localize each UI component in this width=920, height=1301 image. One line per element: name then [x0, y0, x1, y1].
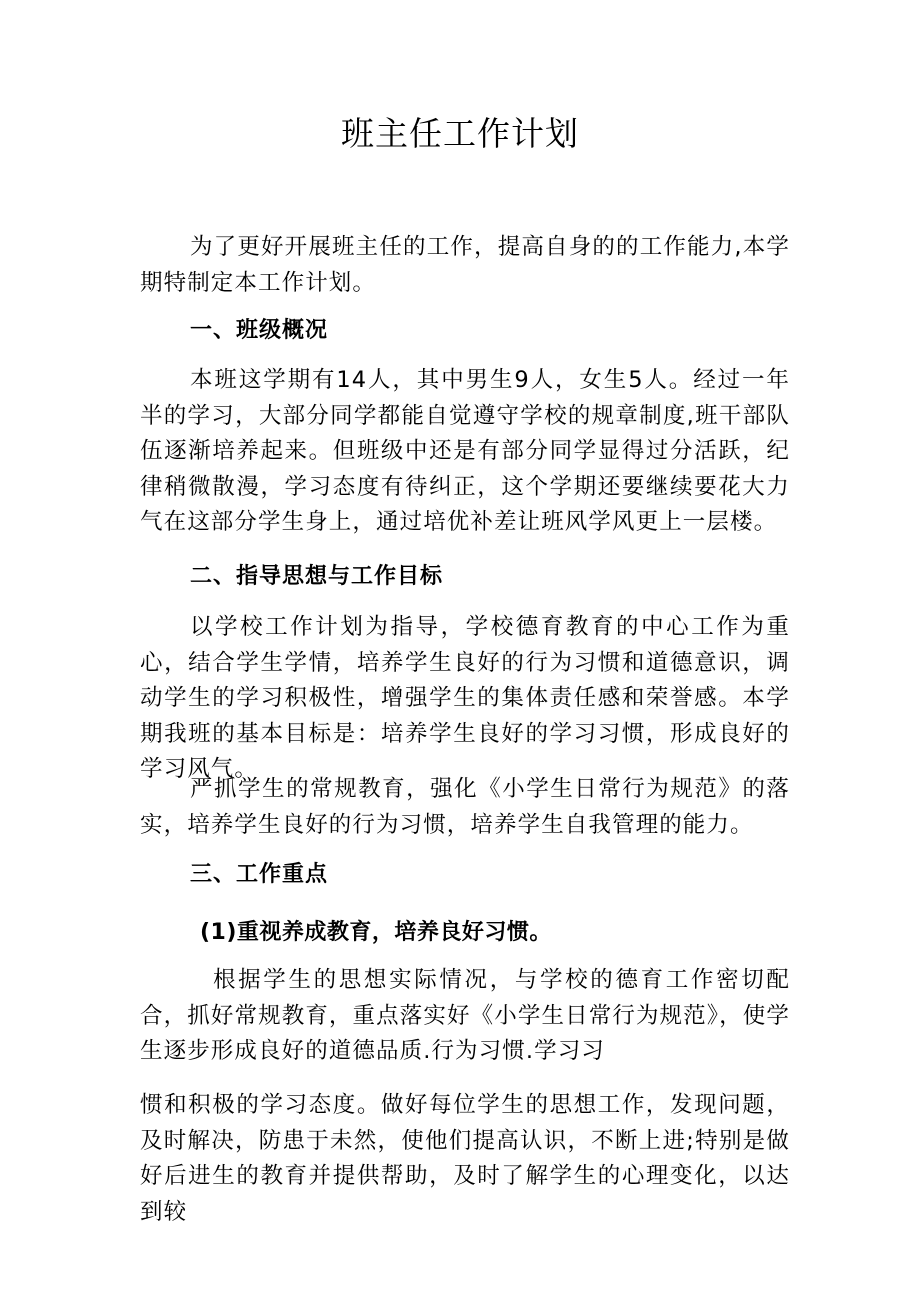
section-2-paragraph-2: 严抓学生的常规教育，强化《小学生日常行为规范》的落实，培养学生良好的行为习惯，培养学生自我管理的能力。 [140, 776, 790, 838]
section-3-subheading-1: (1)重视养成教育，培养良好习惯。 [200, 920, 552, 945]
section-1-paragraph: 本班这学期有14人，其中男生9人，女生5人。经过一年半的学习，大部分同学都能自觉遵守学校的规章制度,班干部队伍逐渐培养起来。但班级中还是有部分同学显得过分活跃，纪律稍微散漫，学习态度有待纠正，这个学期还要继续要花大力气在这部分学生身上，通过培优补差让班风学风更上一层楼。 [140, 367, 790, 535]
section-2-paragraph-1: 以学校工作计划为指导，学校德育教育的中心工作为重心，结合学生学情，培养学生良好的行为习惯和道德意识，调动学生的学习积极性，增强学生的集体责任感和荣誉感。本学期我班的基本目标是：培养学生良好的学习习惯，形成良好的学习风气。 [140, 614, 790, 782]
section-1-heading: 一、班级概况 [190, 318, 329, 343]
section-3-heading: 三、工作重点 [190, 862, 329, 887]
section-3-paragraph-1: 根据学生的思想实际情况，与学校的德育工作密切配合，抓好常规教育，重点落实好《小学生日常行为规范》，使学生逐步形成良好的道德品质.行为习惯.学习习 [140, 967, 790, 1064]
section-2-heading: 二、指导思想与工作目标 [190, 564, 444, 589]
document-title: 班主任工作计划 [341, 114, 579, 153]
intro-paragraph: 为了更好开展班主任的工作，提高自身的的工作能力,本学期特制定本工作计划。 [140, 234, 790, 296]
section-3-paragraph-2: 惯和积极的学习态度。做好每位学生的思想工作，发现问题，及时解决，防患于未然，使他们提高认识，不断上进;特别是做好后进生的教育并提供帮助，及时了解学生的心理变化，以达到较 [140, 1092, 790, 1225]
